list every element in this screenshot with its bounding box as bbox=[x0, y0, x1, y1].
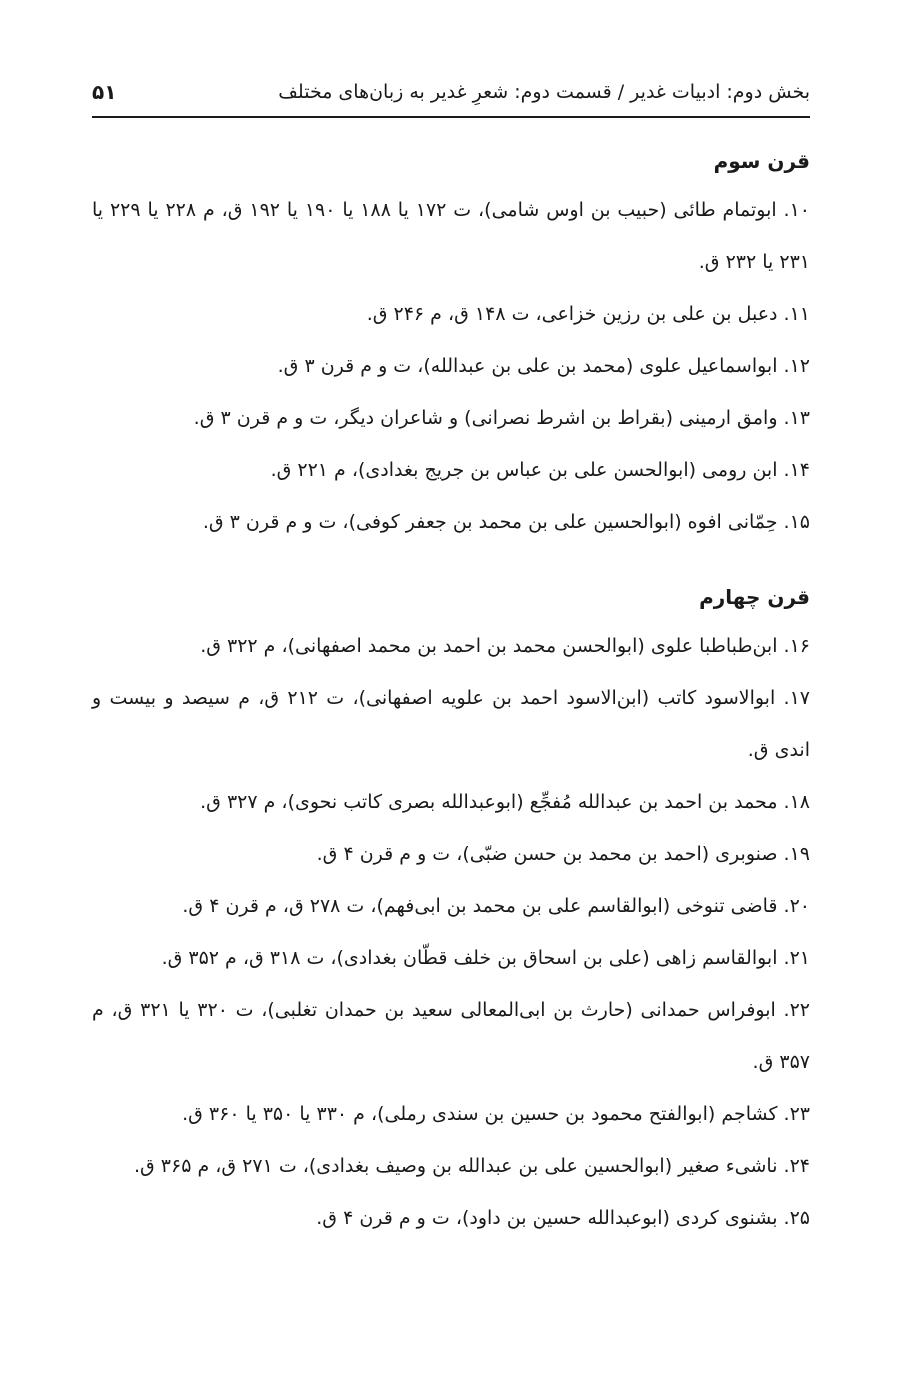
page-header bbox=[92, 72, 810, 112]
list-item: ۱۹. صنوبری (احمد بن محمد بن حسن ضبّی)، ت و م قرن ۴ ق. bbox=[316, 843, 810, 865]
list-item: ۲۳. کشاجم (ابوالفتح محمود بن حسین بن سندی رملی)، م ۳۳۰ یا ۳۵۰ یا ۳۶۰ ق. bbox=[182, 1103, 810, 1125]
list-item: ۲۱. ابوالقاسم زاهی (علی بن اسحاق بن خلف قطّان بغدادی)، ت ۳۱۸ ق، م ۳۵۲ ق. bbox=[161, 947, 810, 969]
list-item: ۱۲. ابواسماعیل علوی (محمد بن علی بن عبدالله)، ت و م قرن ۳ ق. bbox=[277, 355, 810, 377]
header-rule bbox=[92, 116, 810, 118]
section-heading-fourth-century: قرن چهارم bbox=[699, 585, 810, 609]
list-item: ۱۸. محمد بن احمد بن عبدالله مُفجِّع (ابوعبدالله بصری کاتب نحوی)، م ۳۲۷ ق. bbox=[200, 791, 810, 813]
list-item: ۱۳. وامق ارمینی (بقراط بن اشرط نصرانی) و شاعران دیگر، ت و م قرن ۳ ق. bbox=[193, 407, 810, 429]
list-item: ۲۵. بشنوی کردی (ابوعبدالله حسین بن داود)، ت و م قرن ۴ ق. bbox=[316, 1207, 810, 1229]
list-item: ۲۰. قاضی تنوخی (ابوالقاسم علی بن محمد بن ابی‌فهم)، ت ۲۷۸ ق، م قرن ۴ ق. bbox=[182, 895, 810, 917]
list-item: ۲۴. ناشیء صغیر (ابوالحسین علی بن عبدالله بن وصیف بغدادی)، ت ۲۷۱ ق، م ۳۶۵ ق. bbox=[133, 1155, 810, 1177]
list-item: ۱۵. حِمّانی افوه (ابوالحسین علی بن محمد بن جعفر کوفی)، ت و م قرن ۳ ق. bbox=[202, 511, 810, 533]
list-item: ۱۶. ابن‌طباطبا علوی (ابوالحسن محمد بن احمد بن محمد اصفهانی)، م ۳۲۲ ق. bbox=[200, 635, 810, 657]
list-item: ۱۰. ابوتمام طائی (حبیب بن اوس شامی)، ت ۱۷۲ یا ۱۸۸ یا ۱۹۰ یا ۱۹۲ ق، م ۲۲۸ یا ۲۲۹ یا ۲۳۱ یا ۲۳۲ ق. bbox=[92, 199, 810, 273]
section-heading-third-century: قرن سوم bbox=[713, 149, 810, 173]
running-title: بخش دوم: ادبیات غدیر / قسمت دوم: شعرِ غدیر به زبان‌های مختلف bbox=[278, 81, 810, 103]
page-body bbox=[92, 138, 810, 1244]
list-item: ۲۲. ابوفراس حمدانی (حارث بن ابی‌المعالی سعید بن حمدان تغلبی)، ت ۳۲۰ یا ۳۲۱ ق، م ۳۵۷ ق. bbox=[92, 999, 810, 1073]
page-number: ۵۱ bbox=[92, 80, 117, 104]
list-item: ۱۱. دعبل بن علی بن رزین خزاعی، ت ۱۴۸ ق، م ۲۴۶ ق. bbox=[366, 303, 810, 325]
list-item: ۱۷. ابوالاسود کاتب (ابن‌الاسود احمد بن علویه اصفهانی)، ت ۲۱۲ ق، م سیصد و بیست و اندی ق. bbox=[92, 687, 810, 761]
list-item: ۱۴. ابن رومی (ابوالحسن علی بن عباس بن جریج بغدادی)، م ۲۲۱ ق. bbox=[270, 459, 810, 481]
